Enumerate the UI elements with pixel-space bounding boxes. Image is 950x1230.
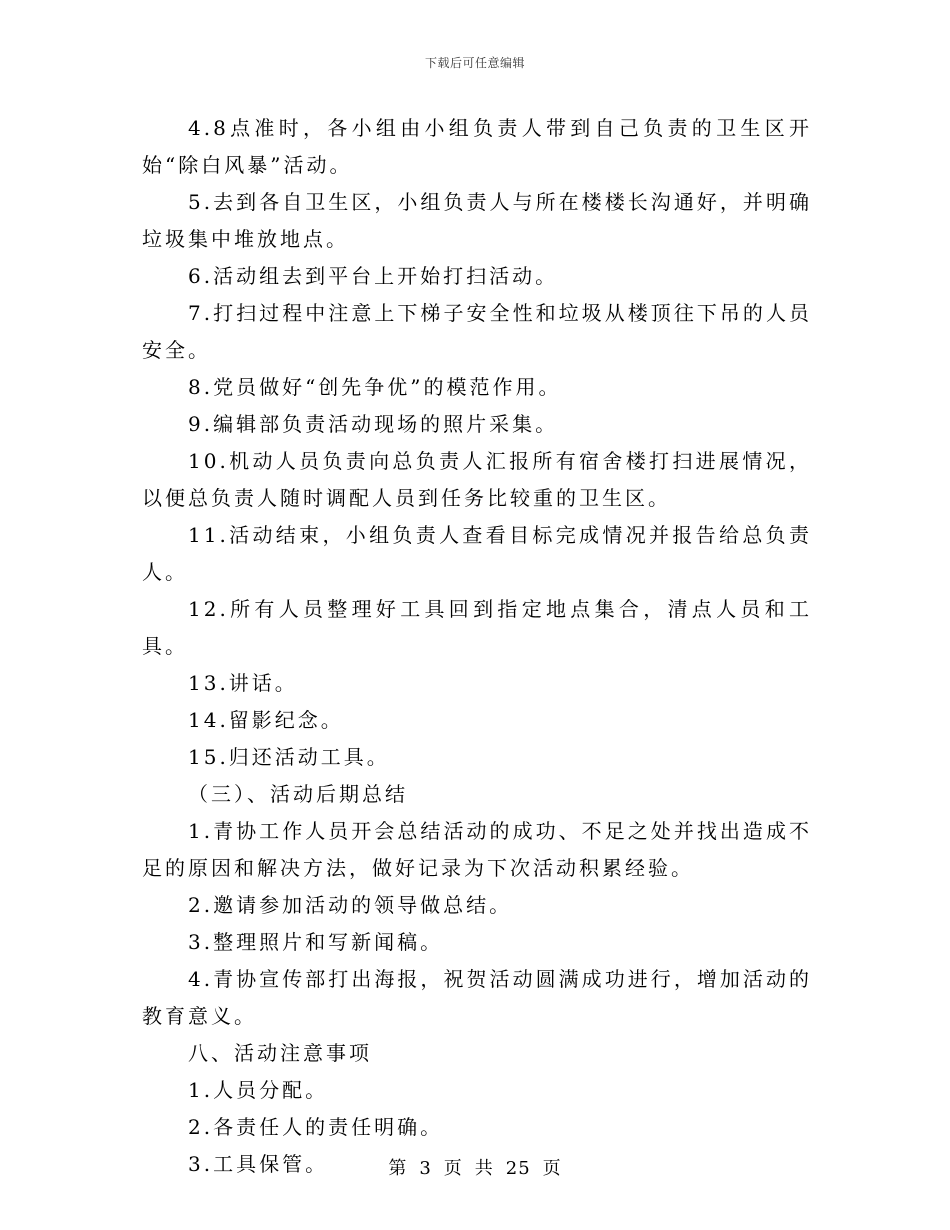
page-total-prefix: 共 — [474, 1158, 494, 1179]
page-prefix: 第 — [388, 1158, 408, 1179]
paragraph: 6.活动组去到平台上开始打扫活动。 — [188, 264, 559, 288]
paragraph: 5.去到各自卫生区，小组负责人与所在楼楼长沟通好，并明确垃圾集中堆放地点。 — [142, 190, 812, 251]
paragraph: 3.工具保管。 — [188, 1152, 329, 1176]
paragraph: 13.讲话。 — [188, 671, 298, 695]
paragraph: 11.活动结束，小组负责人查看目标完成情况并报告给总负责人。 — [142, 523, 812, 584]
paragraph: 2.邀请参加活动的领导做总结。 — [188, 893, 513, 917]
page-total-unit: 页 — [542, 1158, 562, 1179]
paragraph: 4.青协宣传部打出海报，祝贺活动圆满成功进行，增加活动的教育意义。 — [142, 967, 812, 1028]
paragraph: 14.留影纪念。 — [188, 708, 344, 732]
paragraph: 12.所有人员整理好工具回到指定地点集合，清点人员和工具。 — [142, 597, 812, 658]
section-heading: （三）、活动后期总结 — [188, 782, 408, 806]
page-total: 25 — [505, 1158, 531, 1179]
paragraph: 7.打扫过程中注意上下梯子安全性和垃圾从楼顶往下吊的人员安全。 — [142, 301, 812, 362]
page-header-note: 下载后可任意编辑 — [424, 56, 525, 70]
paragraph: 1.人员分配。 — [188, 1078, 329, 1102]
page-current: 3 — [419, 1158, 432, 1179]
paragraph: 10.机动人员负责向总负责人汇报所有宿舍楼打扫进展情况，以便总负责人随时调配人员到任务比较重的卫生区。 — [142, 449, 812, 510]
paragraph: 4.8点准时，各小组由小组负责人带到自己负责的卫生区开始“除白风暴”活动。 — [142, 116, 812, 177]
paragraph: 1.青协工作人员开会总结活动的成功、不足之处并找出造成不足的原因和解决方法，做好记录为下次活动积累经验。 — [142, 819, 812, 880]
page-unit: 页 — [443, 1158, 463, 1179]
page-number-footer — [0, 1154, 950, 1180]
paragraph: 15.归还活动工具。 — [188, 745, 390, 769]
paragraph: 8.党员做好“创先争优”的模范作用。 — [188, 375, 562, 399]
paragraph: 3.整理照片和写新闻稿。 — [188, 930, 444, 954]
paragraph: 2.各责任人的责任明确。 — [188, 1115, 444, 1139]
paragraph: 9.编辑部负责活动现场的照片采集。 — [188, 412, 559, 436]
section-heading: 八、活动注意事项 — [188, 1041, 372, 1065]
document-body — [142, 110, 812, 1183]
